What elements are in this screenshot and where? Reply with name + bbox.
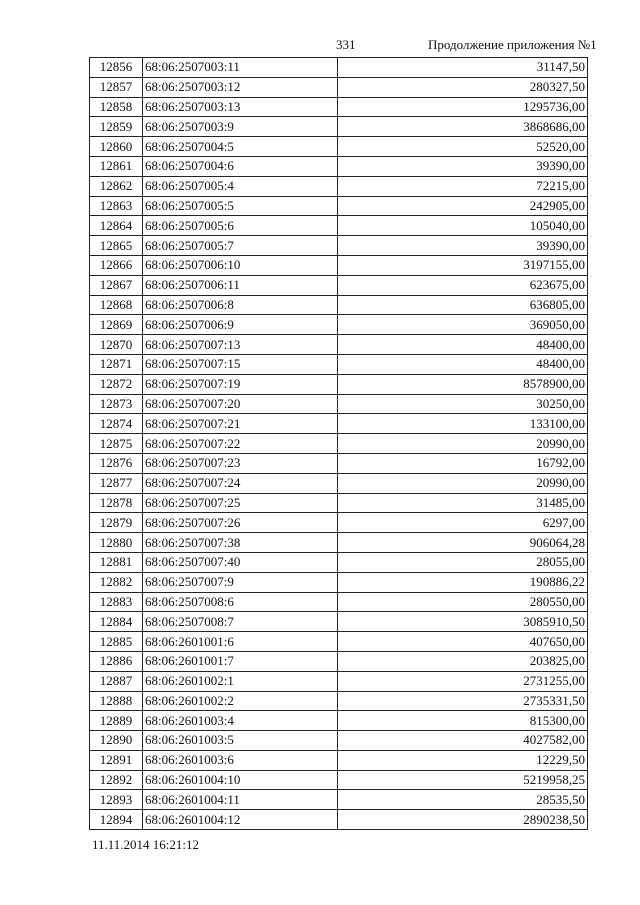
cadastral-value-cell: 280550,00	[338, 592, 588, 612]
cadastral-value-table	[89, 57, 588, 830]
table-row	[90, 493, 588, 513]
row-number-cell: 12874	[90, 414, 143, 434]
table-row	[90, 275, 588, 295]
appendix-continuation-note: Продолжение приложения №1	[428, 37, 597, 52]
cadastral-value-cell: 2731255,00	[338, 671, 588, 691]
row-number-cell: 12860	[90, 137, 143, 157]
table-row	[90, 810, 588, 830]
cadastral-value-cell: 39390,00	[338, 236, 588, 256]
row-number-cell: 12880	[90, 533, 143, 553]
cadastral-value-cell: 906064,28	[338, 533, 588, 553]
table-row	[90, 790, 588, 810]
cadastral-value-cell: 203825,00	[338, 651, 588, 671]
table-row	[90, 770, 588, 790]
cadastral-value-cell: 8578900,00	[338, 374, 588, 394]
cadastral-number-cell: 68:06:2507005:4	[143, 176, 338, 196]
row-number-cell: 12879	[90, 513, 143, 533]
table-row	[90, 176, 588, 196]
cadastral-number-cell: 68:06:2507007:40	[143, 552, 338, 572]
cadastral-number-cell: 68:06:2507007:24	[143, 473, 338, 493]
table-row	[90, 255, 588, 275]
cadastral-value-cell: 242905,00	[338, 196, 588, 216]
row-number-cell: 12864	[90, 216, 143, 236]
cadastral-number-cell: 68:06:2507004:5	[143, 137, 338, 157]
row-number-cell: 12862	[90, 176, 143, 196]
cadastral-number-cell: 68:06:2507007:38	[143, 533, 338, 553]
row-number-cell: 12878	[90, 493, 143, 513]
cadastral-value-cell: 28535,50	[338, 790, 588, 810]
row-number-cell: 12863	[90, 196, 143, 216]
cadastral-value-cell: 3085910,50	[338, 612, 588, 632]
cadastral-number-cell: 68:06:2601004:11	[143, 790, 338, 810]
row-number-cell: 12894	[90, 810, 143, 830]
cadastral-value-cell: 105040,00	[338, 216, 588, 236]
cadastral-number-cell: 68:06:2507005:7	[143, 236, 338, 256]
table-row	[90, 156, 588, 176]
table-row	[90, 295, 588, 315]
cadastral-value-cell: 2890238,50	[338, 810, 588, 830]
table-row	[90, 572, 588, 592]
table-row	[90, 315, 588, 335]
cadastral-value-cell: 5219958,25	[338, 770, 588, 790]
row-number-cell: 12876	[90, 453, 143, 473]
row-number-cell: 12883	[90, 592, 143, 612]
row-number-cell: 12859	[90, 117, 143, 137]
cadastral-value-cell: 6297,00	[338, 513, 588, 533]
cadastral-value-cell: 815300,00	[338, 711, 588, 731]
table-row	[90, 473, 588, 493]
cadastral-number-cell: 68:06:2507003:12	[143, 77, 338, 97]
cadastral-number-cell: 68:06:2507006:8	[143, 295, 338, 315]
table-row	[90, 394, 588, 414]
cadastral-value-cell: 16792,00	[338, 453, 588, 473]
cadastral-value-cell: 31485,00	[338, 493, 588, 513]
cadastral-value-cell: 407650,00	[338, 632, 588, 652]
table-row	[90, 117, 588, 137]
cadastral-value-cell: 623675,00	[338, 275, 588, 295]
row-number-cell: 12865	[90, 236, 143, 256]
cadastral-value-cell: 48400,00	[338, 354, 588, 374]
row-number-cell: 12893	[90, 790, 143, 810]
row-number-cell: 12890	[90, 731, 143, 751]
table-row	[90, 552, 588, 572]
cadastral-number-cell: 68:06:2507007:13	[143, 335, 338, 355]
table-row	[90, 137, 588, 157]
table-row	[90, 58, 588, 78]
table-row	[90, 731, 588, 751]
row-number-cell: 12873	[90, 394, 143, 414]
row-number-cell: 12888	[90, 691, 143, 711]
cadastral-number-cell: 68:06:2601002:1	[143, 671, 338, 691]
table-row	[90, 533, 588, 553]
row-number-cell: 12861	[90, 156, 143, 176]
row-number-cell: 12889	[90, 711, 143, 731]
table-row	[90, 414, 588, 434]
cadastral-number-cell: 68:06:2507006:9	[143, 315, 338, 335]
table-row	[90, 216, 588, 236]
table-row	[90, 354, 588, 374]
cadastral-number-cell: 68:06:2601003:4	[143, 711, 338, 731]
row-number-cell: 12869	[90, 315, 143, 335]
row-number-cell: 12858	[90, 97, 143, 117]
table-row	[90, 196, 588, 216]
table-row	[90, 374, 588, 394]
row-number-cell: 12871	[90, 354, 143, 374]
row-number-cell: 12892	[90, 770, 143, 790]
cadastral-value-cell: 52520,00	[338, 137, 588, 157]
cadastral-number-cell: 68:06:2601003:6	[143, 750, 338, 770]
cadastral-value-cell: 20990,00	[338, 434, 588, 454]
table-row	[90, 671, 588, 691]
cadastral-value-cell: 3868686,00	[338, 117, 588, 137]
table-row	[90, 632, 588, 652]
cadastral-value-cell: 31147,50	[338, 58, 588, 78]
row-number-cell: 12857	[90, 77, 143, 97]
cadastral-value-cell: 48400,00	[338, 335, 588, 355]
table-row	[90, 592, 588, 612]
row-number-cell: 12875	[90, 434, 143, 454]
row-number-cell: 12868	[90, 295, 143, 315]
cadastral-number-cell: 68:06:2507006:11	[143, 275, 338, 295]
cadastral-number-cell: 68:06:2601001:6	[143, 632, 338, 652]
cadastral-value-cell: 133100,00	[338, 414, 588, 434]
cadastral-number-cell: 68:06:2507007:20	[143, 394, 338, 414]
table-row	[90, 651, 588, 671]
row-number-cell: 12891	[90, 750, 143, 770]
table-row	[90, 691, 588, 711]
cadastral-number-cell: 68:06:2507004:6	[143, 156, 338, 176]
table-row	[90, 77, 588, 97]
table-row	[90, 236, 588, 256]
row-number-cell: 12867	[90, 275, 143, 295]
cadastral-number-cell: 68:06:2507007:15	[143, 354, 338, 374]
row-number-cell: 12870	[90, 335, 143, 355]
print-timestamp: 11.11.2014 16:21:12	[92, 837, 200, 852]
cadastral-number-cell: 68:06:2507007:23	[143, 453, 338, 473]
cadastral-number-cell: 68:06:2601002:2	[143, 691, 338, 711]
cadastral-value-cell: 280327,50	[338, 77, 588, 97]
cadastral-value-cell: 39390,00	[338, 156, 588, 176]
cadastral-number-cell: 68:06:2507007:21	[143, 414, 338, 434]
cadastral-number-cell: 68:06:2507007:25	[143, 493, 338, 513]
cadastral-number-cell: 68:06:2507003:9	[143, 117, 338, 137]
cadastral-value-cell: 3197155,00	[338, 255, 588, 275]
cadastral-number-cell: 68:06:2507005:6	[143, 216, 338, 236]
row-number-cell: 12884	[90, 612, 143, 632]
cadastral-number-cell: 68:06:2507008:7	[143, 612, 338, 632]
page-number: 331	[336, 37, 356, 52]
cadastral-number-cell: 68:06:2507008:6	[143, 592, 338, 612]
row-number-cell: 12866	[90, 255, 143, 275]
cadastral-value-cell: 190886,22	[338, 572, 588, 592]
cadastral-number-cell: 68:06:2507005:5	[143, 196, 338, 216]
table-row	[90, 335, 588, 355]
cadastral-value-cell: 28055,00	[338, 552, 588, 572]
row-number-cell: 12877	[90, 473, 143, 493]
cadastral-value-cell: 4027582,00	[338, 731, 588, 751]
cadastral-value-cell: 12229,50	[338, 750, 588, 770]
row-number-cell: 12887	[90, 671, 143, 691]
table-row	[90, 711, 588, 731]
cadastral-number-cell: 68:06:2601004:12	[143, 810, 338, 830]
cadastral-number-cell: 68:06:2507006:10	[143, 255, 338, 275]
cadastral-value-cell: 30250,00	[338, 394, 588, 414]
cadastral-value-cell: 20990,00	[338, 473, 588, 493]
cadastral-number-cell: 68:06:2507003:11	[143, 58, 338, 78]
cadastral-number-cell: 68:06:2507007:19	[143, 374, 338, 394]
cadastral-value-cell: 636805,00	[338, 295, 588, 315]
row-number-cell: 12856	[90, 58, 143, 78]
cadastral-value-cell: 369050,00	[338, 315, 588, 335]
row-number-cell: 12885	[90, 632, 143, 652]
cadastral-number-cell: 68:06:2507007:9	[143, 572, 338, 592]
table-row	[90, 434, 588, 454]
cadastral-number-cell: 68:06:2601001:7	[143, 651, 338, 671]
row-number-cell: 12872	[90, 374, 143, 394]
cadastral-value-cell: 2735331,50	[338, 691, 588, 711]
cadastral-number-cell: 68:06:2507007:22	[143, 434, 338, 454]
cadastral-number-cell: 68:06:2507003:13	[143, 97, 338, 117]
table-row	[90, 513, 588, 533]
cadastral-value-cell: 1295736,00	[338, 97, 588, 117]
table-row	[90, 612, 588, 632]
table-row	[90, 453, 588, 473]
cadastral-number-cell: 68:06:2601004:10	[143, 770, 338, 790]
table-row	[90, 750, 588, 770]
row-number-cell: 12882	[90, 572, 143, 592]
row-number-cell: 12881	[90, 552, 143, 572]
cadastral-number-cell: 68:06:2601003:5	[143, 731, 338, 751]
cadastral-number-cell: 68:06:2507007:26	[143, 513, 338, 533]
table-row	[90, 97, 588, 117]
cadastral-value-cell: 72215,00	[338, 176, 588, 196]
row-number-cell: 12886	[90, 651, 143, 671]
